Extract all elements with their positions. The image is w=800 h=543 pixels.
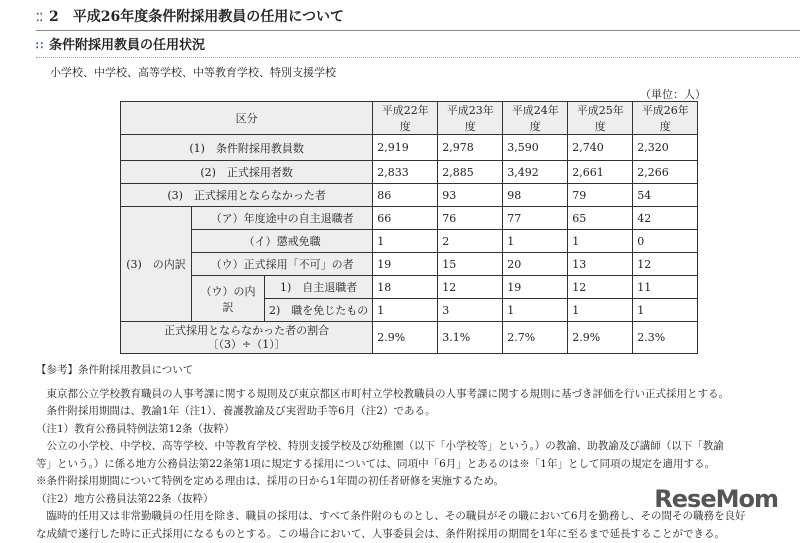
cell: 2,661 bbox=[568, 161, 633, 184]
cell: 1 bbox=[633, 299, 698, 322]
table-row bbox=[121, 322, 698, 354]
year-header: 平成23年度 bbox=[438, 102, 503, 135]
note-line: な成績で遂行した時に正式採用になるものとする。この場合において、人事委員会は、条件附採用の期間を1年に至るまで延長することができる。 bbox=[36, 526, 796, 543]
cell: 2,833 bbox=[373, 161, 438, 184]
cell: 12 bbox=[438, 276, 503, 299]
cell: 20 bbox=[503, 253, 568, 276]
table-row bbox=[121, 207, 698, 230]
cell: 42 bbox=[633, 207, 698, 230]
cell: 2.9% bbox=[373, 322, 438, 354]
cell: 12 bbox=[633, 253, 698, 276]
note-line: 臨時的任用又は非常勤職員の任用を除き、職員の採用は、すべて条件附のものとし、その職員がその職において6月を勤務し、その間その職務を良好 bbox=[36, 508, 796, 526]
section-title: ⁚⁚ 2 平成26年度条件附採用教員の任用について bbox=[36, 6, 800, 31]
note-line: ※条件附採用期間について特例を定める理由は、採用の日から1年間の初任者研修を実施するため。 bbox=[36, 473, 796, 491]
cell: 3.1% bbox=[438, 322, 503, 354]
cell: 19 bbox=[373, 253, 438, 276]
row-label bbox=[121, 322, 373, 354]
cell: 18 bbox=[373, 276, 438, 299]
row-group-label: (3) の内訳 bbox=[121, 207, 192, 322]
note-line: 東京都公立学校教育職員の人事考課に関する規則及び東京都区市町村立学校教職員の人事考課に関する規則に基づき評価を行い正式採用とする。 bbox=[36, 386, 796, 404]
row-label: 1) 自主退職者 bbox=[265, 276, 373, 299]
cell: 1 bbox=[373, 230, 438, 253]
note-line: 等」という。）に係る地方公務員法第22条第1項に規定する採用については、同項中「6月」とあるのは※「1年」として同項の規定を適用する。 bbox=[36, 456, 796, 474]
cell: 93 bbox=[438, 184, 503, 207]
cell: 13 bbox=[568, 253, 633, 276]
row-label: （ア）年度途中の自主退職者 bbox=[192, 207, 373, 230]
cell: 2.7% bbox=[503, 322, 568, 354]
cell: 1 bbox=[503, 299, 568, 322]
cell: 54 bbox=[633, 184, 698, 207]
cell: 11 bbox=[633, 276, 698, 299]
ratio-formula: 〔（3）÷（1）〕 bbox=[125, 338, 368, 352]
cell: 76 bbox=[438, 207, 503, 230]
cell: 65 bbox=[568, 207, 633, 230]
year-header: 平成24年度 bbox=[503, 102, 568, 135]
note-line: 公立の小学校、中学校、高等学校、中等教育学校、特別支援学校及び幼稚園（以下「小学校等」という。）の教諭、助教諭及び講師（以下「教諭 bbox=[36, 438, 796, 456]
row-label: (2) 正式採用者数 bbox=[121, 161, 373, 184]
year-header: 平成25年度 bbox=[568, 102, 633, 135]
cell: 12 bbox=[568, 276, 633, 299]
school-types: 小学校、中学校、高等学校、中等教育学校、特別支援学校 bbox=[50, 64, 336, 80]
bullet-icon: ∷ bbox=[36, 39, 43, 52]
cell: 1 bbox=[373, 299, 438, 322]
cell: 2,919 bbox=[373, 135, 438, 161]
row-label: （ウ）正式採用「不可」の者 bbox=[192, 253, 373, 276]
cell: 2,978 bbox=[438, 135, 503, 161]
cell: 2.3% bbox=[633, 322, 698, 354]
row-label: （イ）懲戒免職 bbox=[192, 230, 373, 253]
cell: 1 bbox=[503, 230, 568, 253]
cell: 0 bbox=[633, 230, 698, 253]
note-line: 条件附採用期間は、教諭1年（注1）、養護教諭及び実習助手等6月（注2）である。 bbox=[36, 403, 796, 421]
cell: 86 bbox=[373, 184, 438, 207]
cell: 19 bbox=[503, 276, 568, 299]
year-header: 平成22年度 bbox=[373, 102, 438, 135]
cell: 15 bbox=[438, 253, 503, 276]
note-line: 【参考】条件附採用教員について bbox=[36, 362, 796, 380]
resemom-logo: ReseMom bbox=[654, 485, 778, 513]
table-row bbox=[121, 135, 698, 161]
table-row bbox=[121, 276, 698, 299]
subsection-title: ∷ 条件附採用教員の任用状況 bbox=[36, 34, 800, 58]
row-group-label: （ウ）の内訳 bbox=[192, 276, 265, 322]
cell: 98 bbox=[503, 184, 568, 207]
note-line: （注2）地方公務員法第22条（抜粋） bbox=[36, 491, 796, 509]
cell: 79 bbox=[568, 184, 633, 207]
ratio-label: 正式採用とならなかった者の割合 bbox=[125, 324, 368, 338]
cell: 1 bbox=[568, 299, 633, 322]
table-row bbox=[121, 161, 698, 184]
reference-notes bbox=[36, 362, 796, 543]
cell: 66 bbox=[373, 207, 438, 230]
header-cell: 区分 bbox=[121, 102, 373, 135]
cell: 2,266 bbox=[633, 161, 698, 184]
cell: 2,740 bbox=[568, 135, 633, 161]
note-line: （注1）教育公務員特例法第12条（抜粋） bbox=[36, 421, 796, 439]
table-row bbox=[121, 184, 698, 207]
cell: 3,590 bbox=[503, 135, 568, 161]
table-row bbox=[121, 253, 698, 276]
cell: 2,885 bbox=[438, 161, 503, 184]
cell: 3 bbox=[438, 299, 503, 322]
year-header: 平成26年度 bbox=[633, 102, 698, 135]
cell: 3,492 bbox=[503, 161, 568, 184]
bullet-icon: ⁚⁚ bbox=[36, 11, 43, 24]
cell: 1 bbox=[568, 230, 633, 253]
table-row bbox=[121, 230, 698, 253]
cell: 2.9% bbox=[568, 322, 633, 354]
cell: 2 bbox=[438, 230, 503, 253]
cell: 77 bbox=[503, 207, 568, 230]
row-label: (3) 正式採用とならなかった者 bbox=[121, 184, 373, 207]
row-label: 2) 職を免じたもの bbox=[265, 299, 373, 322]
table-header-row bbox=[121, 102, 698, 135]
cell: 2,320 bbox=[633, 135, 698, 161]
unit-label: （単位：人） bbox=[640, 86, 706, 102]
appointment-table bbox=[120, 101, 698, 354]
row-label: (1) 条件附採用教員数 bbox=[121, 135, 373, 161]
